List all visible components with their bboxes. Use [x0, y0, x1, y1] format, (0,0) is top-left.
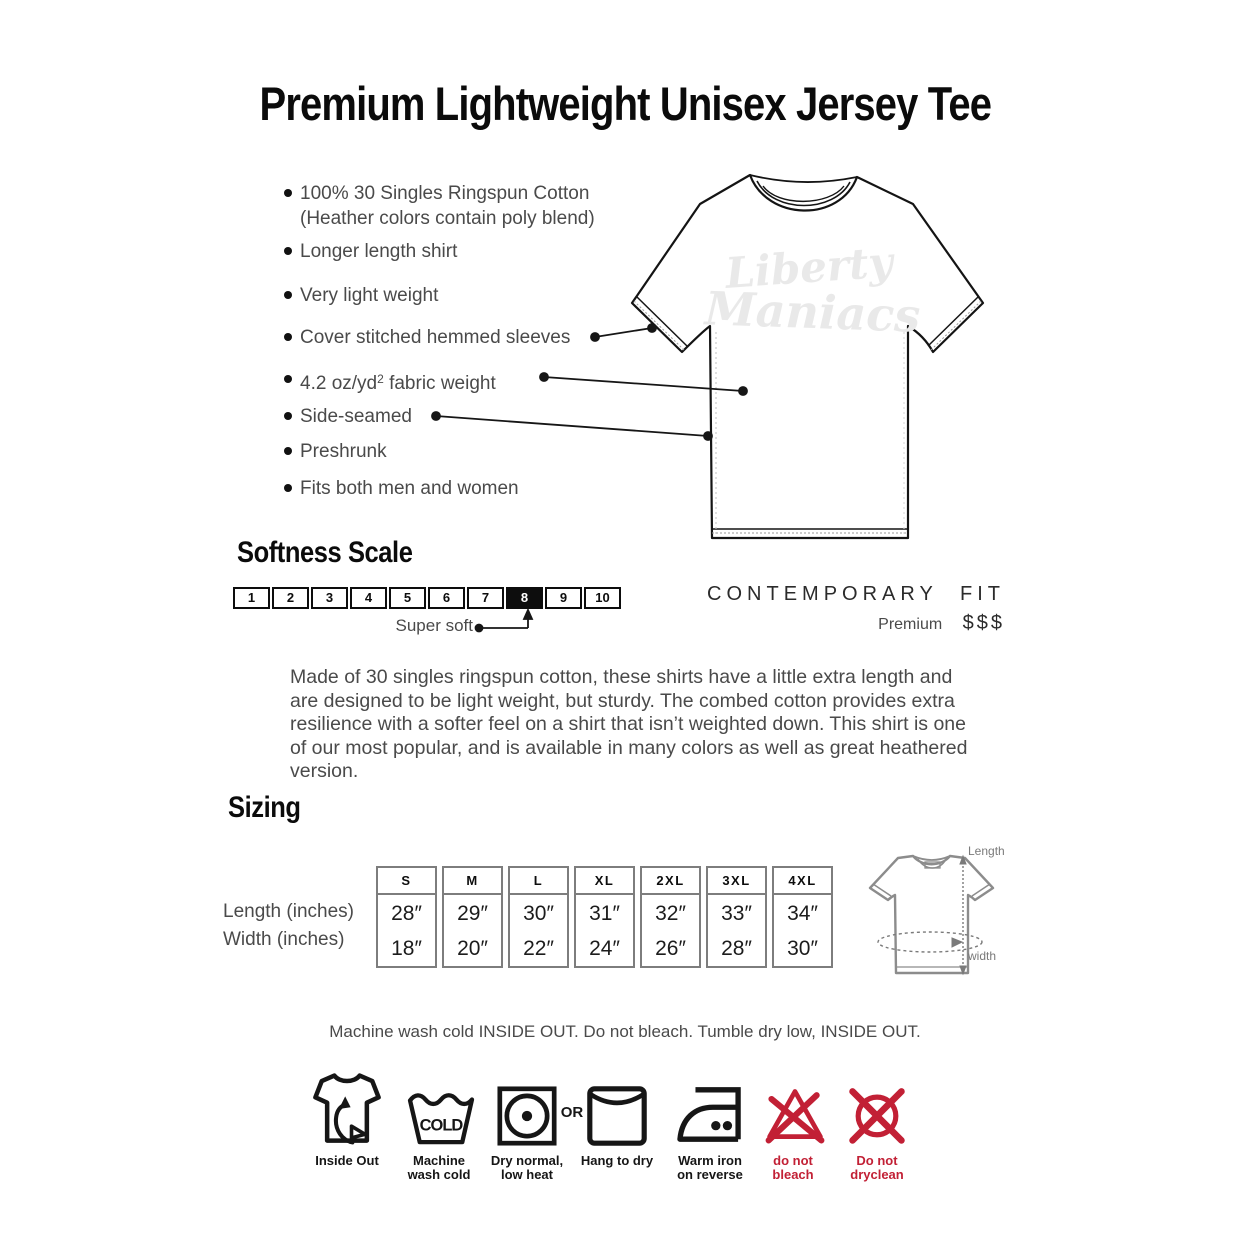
- softness-level-3: 3: [311, 587, 348, 609]
- softness-level-7: 7: [467, 587, 504, 609]
- feature-text: Preshrunk: [300, 441, 387, 462]
- feature-item-preshrunk: [300, 439, 630, 464]
- bullet-icon: [284, 375, 292, 383]
- feature-text-line2: (Heather colors contain poly blend): [300, 208, 595, 229]
- width-value: 18″: [391, 937, 422, 960]
- softness-level-10: 10: [584, 587, 621, 609]
- feature-item-side-seamed: [300, 404, 630, 429]
- size-header: 3XL: [708, 868, 765, 895]
- width-value: 22″: [523, 937, 554, 960]
- bullet-icon: [284, 412, 292, 420]
- care-label: Inside Out: [315, 1153, 379, 1168]
- care-item-hang-dry: [571, 1076, 663, 1168]
- size-header: L: [510, 868, 567, 895]
- care-label: do not bleach: [772, 1153, 814, 1182]
- fit-tier-row: [878, 612, 1005, 635]
- cold-text: COLD: [419, 1116, 463, 1135]
- care-label: Dry normal, low heat: [490, 1153, 564, 1182]
- length-value: 31″: [589, 902, 620, 925]
- care-instructions: Machine wash cold INSIDE OUT. Do not bleach. Tumble dry low, INSIDE OUT.: [329, 1022, 921, 1041]
- or-label: OR: [560, 1104, 584, 1121]
- page-title: [0, 76, 1250, 131]
- size-column-3xl: [706, 866, 767, 968]
- iron-reverse-icon: [669, 1076, 751, 1146]
- care-item-inside-out: [302, 1076, 392, 1168]
- bullet-icon: [284, 189, 292, 197]
- width-row-label: Width (inches): [223, 929, 345, 950]
- size-column-4xl: [772, 866, 833, 968]
- width-value: 30″: [787, 937, 818, 960]
- care-label: Hang to dry: [580, 1153, 654, 1168]
- bullet-icon: [284, 291, 292, 299]
- page-title-text: Premium Lightweight Unisex Jersey Tee: [259, 77, 991, 130]
- softness-level-2: 2: [272, 587, 309, 609]
- fabric-weight-post: fabric weight: [383, 373, 496, 394]
- length-value: 28″: [391, 902, 422, 925]
- feature-text: Fits both men and women: [300, 478, 519, 499]
- length-value: 32″: [655, 902, 686, 925]
- length-value: 29″: [457, 902, 488, 925]
- collar-back-line: [750, 175, 857, 182]
- feature-text: 100% 30 Singles Ringspun Cotton: [300, 183, 590, 204]
- softness-level-1: 1: [233, 587, 270, 609]
- do-not-dryclean-icon: [841, 1076, 913, 1146]
- hang-dry-icon: [571, 1076, 663, 1146]
- width-label: width: [968, 949, 997, 963]
- care-item-wash-cold: [404, 1076, 478, 1182]
- sizing-table: [376, 866, 838, 968]
- size-column-l: [508, 866, 569, 968]
- width-value: 28″: [721, 937, 752, 960]
- length-value: 30″: [523, 902, 554, 925]
- bullet-icon: [284, 333, 292, 341]
- size-header: S: [378, 868, 435, 895]
- feature-text: Cover stitched hemmed sleeves: [300, 327, 571, 348]
- softness-heading: Softness Scale: [237, 536, 413, 569]
- width-value: 24″: [589, 937, 620, 960]
- size-column-s: [376, 866, 437, 968]
- care-label: Warm iron on reverse: [677, 1153, 743, 1182]
- softness-level-9: 9: [545, 587, 582, 609]
- softness-level-5: 5: [389, 587, 426, 609]
- bullet-icon: [284, 484, 292, 492]
- tshirt-outline: [632, 175, 983, 538]
- size-header: 2XL: [642, 868, 699, 895]
- length-value: 33″: [721, 902, 752, 925]
- width-value: 26″: [655, 937, 686, 960]
- brand-watermark-line1: Liberty: [723, 237, 895, 298]
- care-item-do-not-bleach: [763, 1076, 827, 1182]
- softness-level-4: 4: [350, 587, 387, 609]
- fabric-weight-pre: 4.2 oz/yd: [300, 373, 378, 394]
- feature-item-sleeves: [300, 325, 630, 350]
- care-label: Do not dryclean: [850, 1153, 904, 1182]
- do-not-bleach-icon: [763, 1076, 827, 1146]
- length-label: Length: [968, 844, 1005, 858]
- sizing-heading: Sizing: [228, 791, 301, 824]
- fit-tier: Premium: [878, 616, 943, 633]
- feature-text: [300, 367, 630, 396]
- care-item-warm-iron: [669, 1076, 751, 1182]
- softness-level-8-selected: 8: [506, 587, 543, 609]
- fabric-weight-sup: 2: [377, 372, 384, 386]
- feature-item-cotton: [300, 181, 630, 231]
- size-column-2xl: [640, 866, 701, 968]
- care-label: Machine wash cold: [407, 1153, 471, 1182]
- feature-text: Longer length shirt: [300, 241, 458, 262]
- width-value: 20″: [457, 937, 488, 960]
- feature-text: Very light weight: [300, 285, 439, 306]
- care-item-do-not-dryclean: [841, 1076, 913, 1182]
- feature-item-lightweight: [300, 283, 630, 308]
- size-header: M: [444, 868, 501, 895]
- fit-price: $$$: [962, 612, 1005, 634]
- care-item-tumble-dry: [481, 1076, 573, 1182]
- feature-text: Side-seamed: [300, 406, 412, 427]
- length-row-label: Length (inches): [223, 901, 354, 922]
- feature-item-fits: [300, 476, 630, 501]
- size-header: 4XL: [774, 868, 831, 895]
- feature-item-fabric-weight: [300, 367, 630, 396]
- softness-scale: [233, 587, 623, 609]
- size-header: XL: [576, 868, 633, 895]
- softness-level-6: 6: [428, 587, 465, 609]
- tshirt-illustration: [600, 160, 1000, 560]
- wash-cold-icon: [404, 1076, 478, 1146]
- bullet-icon: [284, 447, 292, 455]
- super-soft-label: Super soft: [395, 616, 473, 635]
- tumble-dry-low-icon: [481, 1076, 573, 1146]
- description-paragraph: Made of 30 singles ringspun cotton, these shirts have a little extra length and are designed to be light weight, but sturdy. The combed cotton provides extra resilience with a softer feel on a shirt that isn’t weighted down. This shirt is one of our most popular, and is available in many colors as well as great heathered version.: [290, 666, 968, 782]
- size-column-xl: [574, 866, 635, 968]
- bullet-icon: [284, 247, 292, 255]
- brand-watermark-line2: Maniacs: [704, 281, 922, 343]
- fit-name: CONTEMPORARY FIT: [707, 583, 1005, 605]
- inside-out-icon: [302, 1076, 392, 1146]
- size-diagram-shirt-icon: [868, 840, 1018, 990]
- size-column-m: [442, 866, 503, 968]
- feature-item-length: [300, 239, 630, 264]
- length-value: 34″: [787, 902, 818, 925]
